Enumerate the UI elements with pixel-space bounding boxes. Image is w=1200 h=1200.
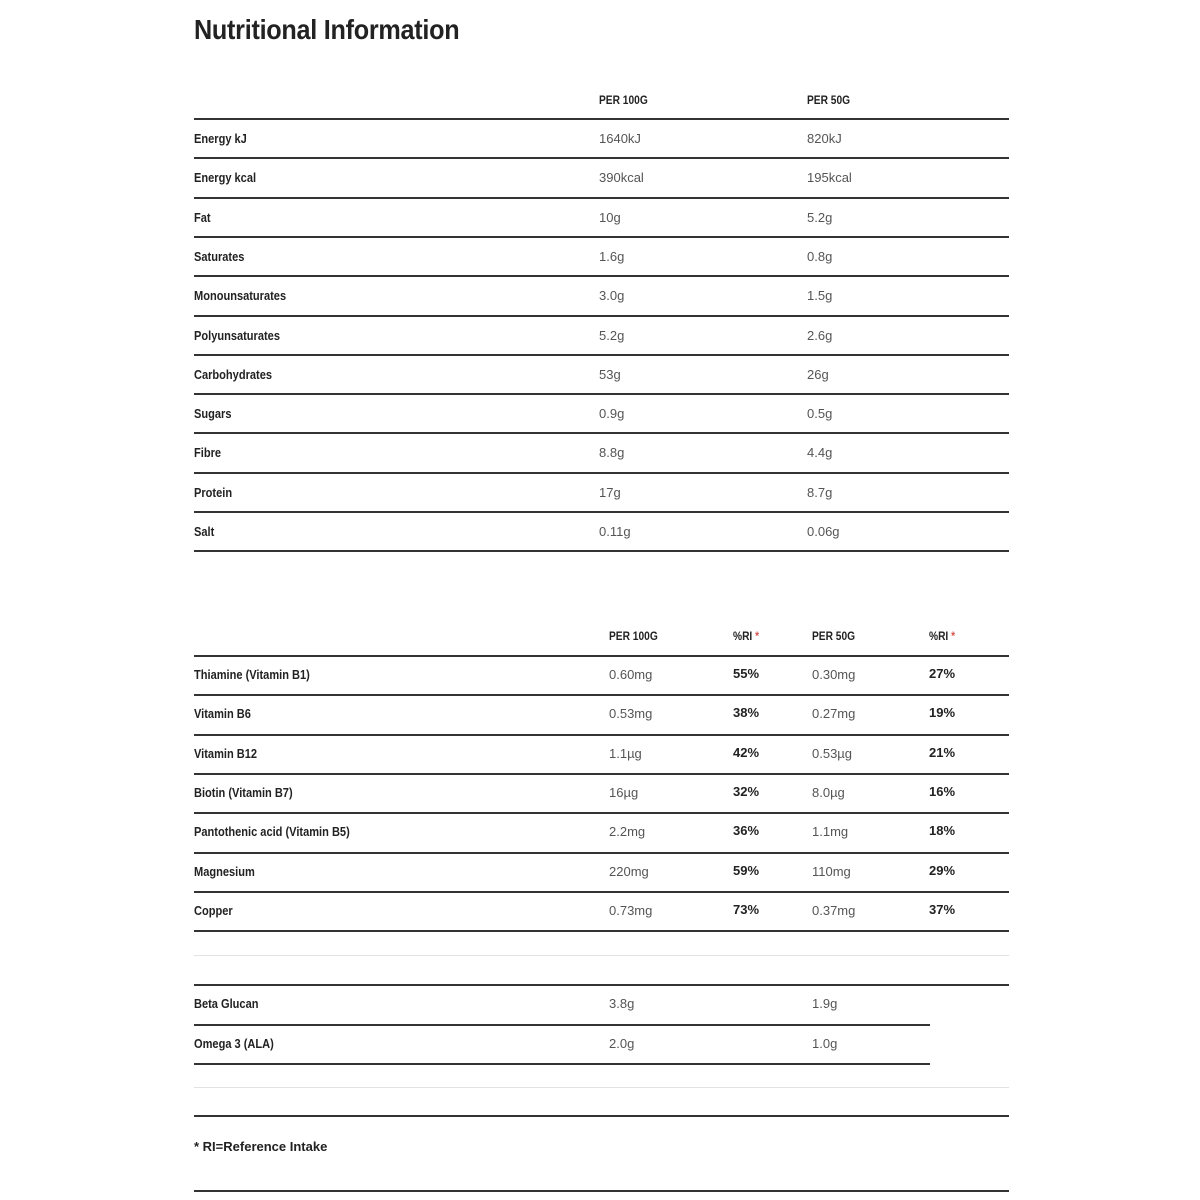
table-divider [194, 852, 1009, 854]
table-divider [194, 891, 1009, 893]
value-per-100g: 1.1µg [609, 745, 642, 761]
table-divider [194, 315, 1009, 317]
table-divider [194, 984, 1009, 986]
nutrient-label: Salt [194, 524, 215, 539]
table-divider [194, 550, 1009, 552]
value-per-100g: 1.6g [599, 248, 625, 264]
vitamin-label: Vitamin B6 [194, 706, 251, 722]
value-per-100g: 10g [599, 209, 621, 225]
value-per-50g: 195kcal [807, 170, 852, 186]
nutrient-label: Saturates [194, 248, 245, 264]
table-divider [194, 1115, 1009, 1117]
value-per-50g: 4.4g [807, 445, 833, 461]
table-divider [194, 812, 1009, 814]
nutrient-label: Fat [194, 209, 211, 225]
nutrient-label: Energy kJ [194, 131, 247, 146]
ri-per-50g: 21% [929, 744, 956, 760]
vitamin-label: Vitamin B12 [194, 745, 258, 761]
value-per-50g: 0.30mg [812, 667, 856, 682]
value-per-100g: 220mg [609, 863, 649, 879]
section-separator [194, 1087, 1009, 1088]
value-per-50g: 0.27mg [812, 706, 856, 722]
value-per-50g: 1.9g [812, 996, 838, 1011]
vitamin-label: Biotin (Vitamin B7) [194, 784, 293, 800]
value-per-50g: 8.0µg [812, 784, 845, 800]
column-header-per-100g: PER 100G [599, 93, 648, 107]
section-separator [194, 955, 1009, 956]
table-divider [194, 1190, 1009, 1192]
footnote: * RI=Reference Intake [194, 1139, 328, 1154]
value-per-50g: 0.06g [807, 524, 840, 539]
value-per-100g: 0.73mg [609, 902, 653, 918]
ri-per-50g: 29% [929, 862, 956, 878]
nutrient-label: Energy kcal [194, 170, 257, 186]
table-divider [194, 393, 1009, 395]
value-per-50g: 8.7g [807, 484, 833, 500]
value-per-100g: 53g [599, 366, 621, 382]
value-per-100g: 0.11g [599, 524, 631, 539]
value-per-50g: 0.53µg [812, 745, 853, 761]
vitamin-label: Thiamine (Vitamin B1) [194, 667, 310, 682]
value-per-100g: 0.60mg [609, 667, 653, 682]
value-per-50g: 1.1mg [812, 824, 849, 840]
ri-per-50g: 37% [929, 901, 956, 917]
table-divider [194, 1063, 930, 1065]
value-per-50g: 26g [807, 366, 829, 382]
column-header-per-50g: PER 50G [807, 93, 851, 107]
ri-per-50g: 16% [929, 783, 956, 799]
value-per-100g: 5.2g [599, 327, 625, 343]
table-divider [194, 197, 1009, 199]
value-per-100g: 3.8g [609, 996, 635, 1011]
ri-per-50g: 19% [929, 705, 956, 721]
ri-per-50g: 18% [929, 823, 956, 839]
value-per-100g: 16µg [609, 784, 639, 800]
table-divider [194, 655, 1009, 657]
ri-per-100g: 55% [733, 666, 760, 681]
value-per-50g: 5.2g [807, 209, 833, 225]
ri-per-100g: 59% [733, 862, 760, 878]
value-per-50g: 2.6g [807, 327, 833, 343]
value-per-50g: 1.5g [807, 288, 833, 304]
value-per-100g: 17g [599, 484, 621, 500]
nutrient-label: Polyunsaturates [194, 327, 280, 343]
value-per-50g: 110mg [812, 863, 851, 879]
vitamin-label: Pantothenic acid (Vitamin B5) [194, 824, 350, 840]
value-per-100g: 0.53mg [609, 706, 653, 722]
table-divider [194, 1024, 930, 1026]
value-per-100g: 1640kJ [599, 131, 641, 146]
table-divider [194, 694, 1009, 696]
column-header-ri-50g: %RI * [929, 629, 956, 643]
table-divider [194, 157, 1009, 159]
asterisk: * [948, 629, 956, 643]
table-divider [194, 118, 1009, 120]
table-divider [194, 511, 1009, 513]
vitamin-label: Magnesium [194, 863, 255, 879]
table-divider [194, 236, 1009, 238]
value-per-100g: 2.0g [609, 1035, 635, 1051]
column-header-per-100g: PER 100G [609, 629, 658, 643]
value-per-50g: 820kJ [807, 131, 842, 146]
table-divider [194, 432, 1009, 434]
table-divider [194, 354, 1009, 356]
vitamin-label: Copper [194, 902, 233, 918]
asterisk: * [752, 629, 760, 643]
nutrient-label: Protein [194, 484, 233, 500]
ri-per-100g: 32% [733, 783, 760, 799]
table-divider [194, 472, 1009, 474]
table-divider [194, 275, 1009, 277]
table-divider [194, 773, 1009, 775]
value-per-100g: 0.9g [599, 406, 625, 422]
value-per-100g: 390kcal [599, 170, 644, 186]
column-header-ri-100g: %RI * [733, 629, 760, 643]
value-per-100g: 2.2mg [609, 824, 646, 840]
table-divider [194, 930, 1009, 932]
value-per-50g: 0.5g [807, 406, 833, 422]
page-title: Nutritional Information [194, 14, 460, 45]
nutrient-label: Carbohydrates [194, 366, 272, 382]
ri-per-100g: 38% [733, 705, 760, 721]
ri-per-100g: 73% [733, 901, 760, 917]
value-per-50g: 0.37mg [812, 902, 856, 918]
nutrient-label: Sugars [194, 406, 232, 422]
column-header-per-50g: PER 50G [812, 629, 856, 643]
table-divider [194, 734, 1009, 736]
nutrient-label: Fibre [194, 445, 222, 461]
value-per-50g: 0.8g [807, 248, 833, 264]
nutrient-label: Monounsaturates [194, 288, 287, 304]
value-per-100g: 8.8g [599, 445, 625, 461]
ri-per-100g: 42% [733, 744, 760, 760]
ri-per-50g: 27% [929, 666, 956, 681]
nutrient-label: Beta Glucan [194, 996, 259, 1011]
nutrient-label: Omega 3 (ALA) [194, 1035, 274, 1051]
value-per-100g: 3.0g [599, 288, 625, 304]
value-per-50g: 1.0g [812, 1035, 838, 1051]
ri-per-100g: 36% [733, 823, 760, 839]
